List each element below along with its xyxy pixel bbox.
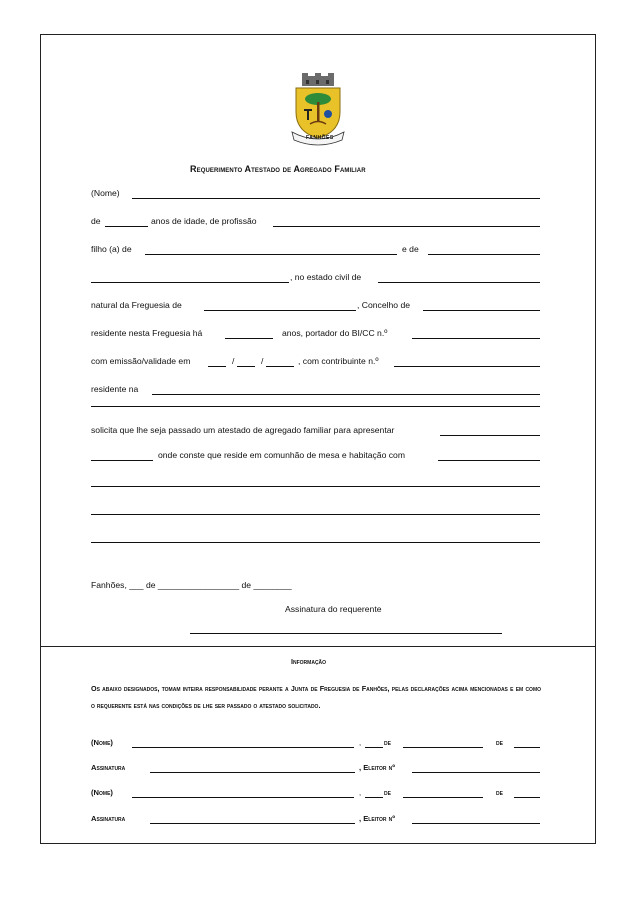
field-assinatura-w1[interactable] — [150, 772, 355, 773]
field-comunhao[interactable] — [438, 460, 540, 461]
field-estado-civil[interactable] — [378, 282, 540, 283]
label-assinatura-w1: Assinatura — [91, 763, 126, 772]
field-apresentar-cont[interactable] — [91, 460, 153, 461]
label-concelho: , Concelho de — [357, 300, 411, 310]
info-title: Informação — [291, 657, 327, 666]
document-title: Requerimento Atestado de Agregado Familiar — [190, 164, 366, 174]
label-eleitor-w1: , Eleitor nº — [359, 763, 396, 772]
field-de2-w2[interactable] — [514, 797, 540, 798]
slash-1: / — [232, 356, 235, 366]
label-nome-w1: (Nome) — [91, 738, 113, 747]
label-anos-profissao: anos de idade, de profissão — [151, 216, 257, 226]
field-contribuinte[interactable] — [394, 366, 540, 367]
field-pre-de-w2[interactable] — [365, 797, 383, 798]
field-nome[interactable] — [132, 198, 540, 199]
field-mae[interactable] — [428, 254, 540, 255]
field-ano[interactable] — [266, 366, 294, 367]
label-eleitor-w2: , Eleitor nº — [359, 814, 396, 823]
field-de-w1[interactable] — [403, 747, 483, 748]
label-e-de: e de — [402, 244, 419, 254]
label-nome-w2: (Nome) — [91, 788, 113, 797]
label-de2-w1: de — [496, 738, 503, 747]
info-paragraph: Os abaixo designados, tomam inteira responsabilidade perante a Junta de Freguesia de Fanhões, pelas declarações acima mencionadas e em como o requerente está nas condições de lhe ser passado o atestado solicitado. — [91, 684, 541, 710]
label-residente-na: residente na — [91, 384, 139, 394]
field-freguesia[interactable] — [204, 310, 356, 311]
field-mes[interactable] — [237, 366, 255, 367]
field-profissao[interactable] — [273, 226, 540, 227]
label-de2-w2: de — [496, 788, 503, 797]
label-emissao: com emissão/validade em — [91, 356, 191, 366]
field-mae-cont[interactable] — [91, 282, 289, 283]
section-divider — [40, 646, 596, 647]
field-blank-3[interactable] — [91, 542, 540, 543]
label-natural: natural da Freguesia de — [91, 300, 182, 310]
field-blank-1[interactable] — [91, 486, 540, 487]
label-de-w1: de — [384, 738, 391, 747]
label-solicita: solicita que lhe seja passado um atestado de agregado familiar para apresentar — [91, 425, 395, 435]
label-de-w2: de — [384, 788, 391, 797]
field-morada-cont[interactable] — [91, 406, 540, 407]
label-residente-ha: residente nesta Freguesia há — [91, 328, 203, 338]
label-filho: filho (a) de — [91, 244, 132, 254]
field-morada[interactable] — [152, 394, 540, 395]
date-line[interactable]: Fanhões, ___ de _________________ de ________ — [91, 580, 292, 590]
label-assinatura-w2: Assinatura — [91, 814, 126, 823]
label-estado-civil: , no estado civil de — [290, 272, 362, 282]
comma-w2: , — [359, 788, 362, 797]
field-nome-w1[interactable] — [132, 747, 354, 748]
crest-banner-text: FANHÕES — [306, 135, 334, 141]
field-nome-w2[interactable] — [132, 797, 354, 798]
field-pre-de-w1[interactable] — [365, 747, 383, 748]
field-assinatura-requerente[interactable] — [190, 633, 502, 634]
field-pai[interactable] — [145, 254, 397, 255]
label-anos-portador: anos, portador do BI/CC n.º — [282, 328, 388, 338]
field-apresentar[interactable] — [440, 435, 540, 436]
field-eleitor-w2[interactable] — [412, 823, 540, 824]
field-bi-cc[interactable] — [412, 338, 540, 339]
label-onde-conste: onde conste que reside em comunhão de mesa e habitação com — [158, 450, 405, 460]
label-assinatura-requerente: Assinatura do requerente — [285, 604, 382, 614]
field-de2-w1[interactable] — [514, 747, 540, 748]
field-idade[interactable] — [105, 226, 148, 227]
comma-w1: , — [359, 738, 362, 747]
slash-2: / — [261, 356, 264, 366]
field-dia[interactable] — [208, 366, 226, 367]
field-eleitor-w1[interactable] — [412, 772, 540, 773]
label-contribuinte: , com contribuinte n.º — [298, 356, 379, 366]
field-concelho[interactable] — [423, 310, 540, 311]
field-blank-2[interactable] — [91, 514, 540, 515]
label-de: de — [91, 216, 101, 226]
field-assinatura-w2[interactable] — [150, 823, 355, 824]
field-de-w2[interactable] — [403, 797, 483, 798]
label-nome: (Nome) — [91, 188, 120, 198]
field-anos-residencia[interactable] — [225, 338, 273, 339]
document-frame — [40, 34, 596, 844]
